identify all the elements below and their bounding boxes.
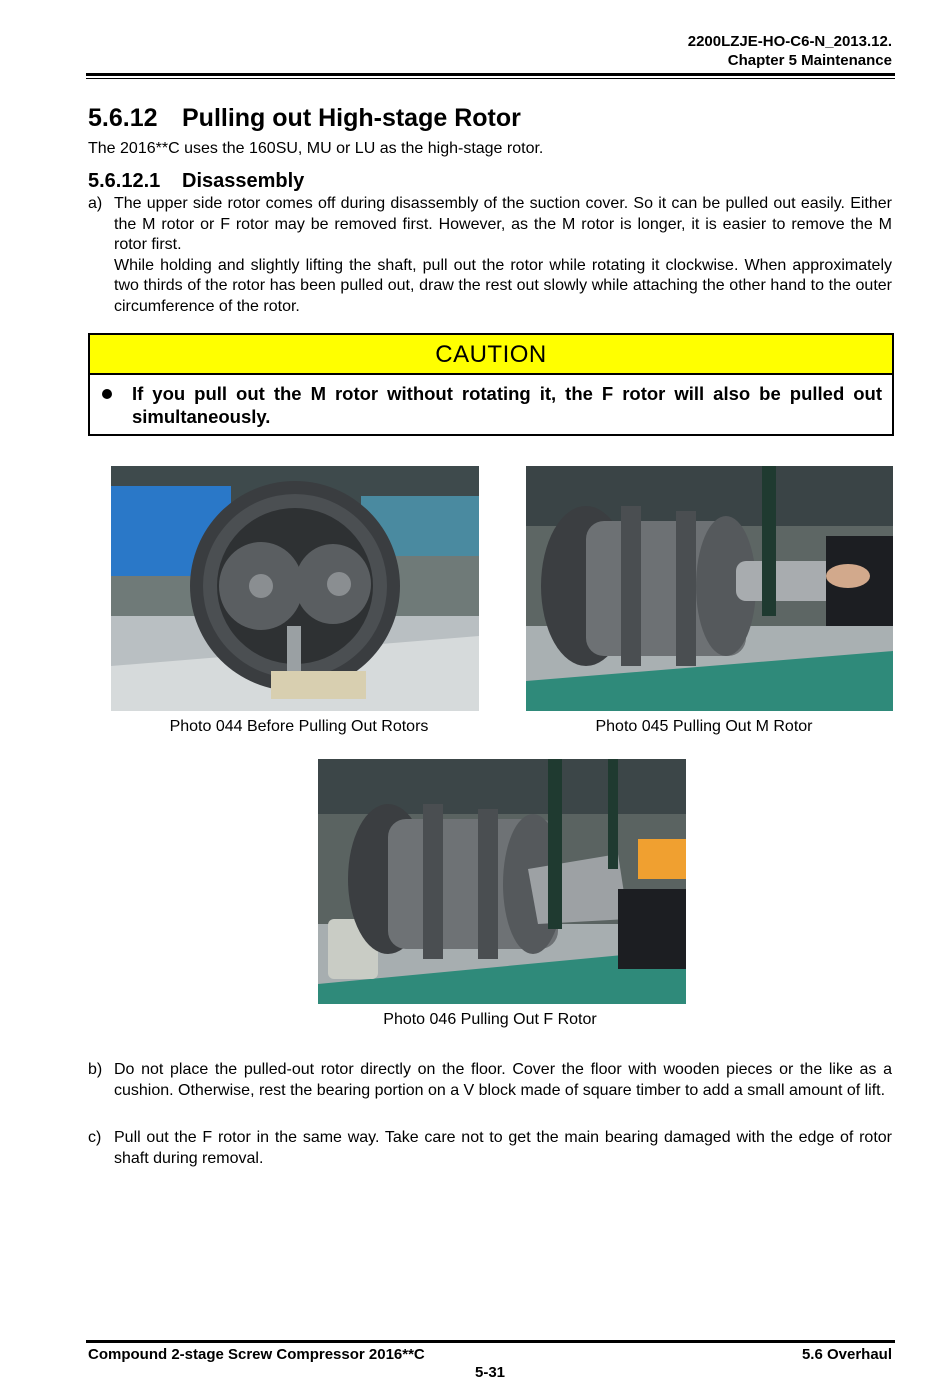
- section-number: 5.6.12: [88, 104, 158, 132]
- subsection-heading: [88, 170, 304, 193]
- step-b-marker: b): [88, 1061, 103, 1078]
- subsection-title: Disassembly: [182, 170, 305, 192]
- step-c: [88, 1128, 892, 1169]
- step-c-marker: c): [88, 1129, 102, 1146]
- caution-header: [90, 335, 892, 375]
- step-a-marker: a): [88, 195, 103, 212]
- photo-044: [111, 466, 479, 711]
- page-number: 5-31: [474, 1364, 506, 1381]
- section-heading: [88, 104, 521, 133]
- subsection-number: 5.6.12.1: [88, 170, 161, 192]
- photo-044-caption: Photo 044 Before Pulling Out Rotors: [169, 718, 429, 735]
- step-a-text-2: While holding and slightly lifting the shaft, pull out the rotor while rotating it clockwise. When approximately two thirds of the rotor has been pulled out, draw the rest out slowly while attaching the other hand to the outer circumference of the rotor.: [114, 256, 892, 315]
- step-b-text: Do not place the pulled-out rotor directly on the floor. Cover the floor with wooden pieces or the like as a cushion. Otherwise, rest the bearing portion on a V block made of square timber to add a small amount of lift.: [114, 1061, 892, 1099]
- caution-text: If you pull out the M rotor without rotating it, the F rotor will also be pulled out simultaneously.: [132, 383, 882, 427]
- section-title: Pulling out High-stage Rotor: [182, 104, 521, 132]
- photo-046: [318, 759, 686, 1004]
- photo-045-caption: Photo 045 Pulling Out M Rotor: [595, 718, 813, 735]
- photo-045: [526, 466, 893, 711]
- document-id: 2200LZJE-HO-C6-N_2013.12.: [687, 33, 892, 50]
- header-rule-thin: [86, 78, 895, 79]
- section-intro: The 2016**C uses the 160SU, MU or LU as the high-stage rotor.: [88, 140, 544, 157]
- header-rule: [86, 73, 895, 76]
- bullet-icon: [102, 389, 112, 399]
- chapter-title: Chapter 5 Maintenance: [727, 52, 892, 69]
- footer-rule: [86, 1340, 895, 1343]
- step-c-text: Pull out the F rotor in the same way. Take care not to get the main bearing damaged with the edge of rotor shaft during removal.: [114, 1129, 892, 1167]
- caution-box: [88, 333, 894, 436]
- step-a-text-1: The upper side rotor comes off during disassembly of the suction cover. So it can be pulled out easily. Either the M rotor or F rotor may be removed first. However, as the M rotor is longer, it is easier to remove the M rotor first.: [114, 195, 892, 253]
- step-b: [88, 1060, 892, 1101]
- step-a: [88, 194, 892, 317]
- photo-046-caption: Photo 046 Pulling Out F Rotor: [383, 1011, 597, 1028]
- caution-title: CAUTION: [435, 341, 547, 368]
- footer-title: Compound 2-stage Screw Compressor 2016**C: [88, 1346, 425, 1363]
- footer-section: 5.6 Overhaul: [801, 1346, 892, 1363]
- caution-item: [90, 375, 892, 428]
